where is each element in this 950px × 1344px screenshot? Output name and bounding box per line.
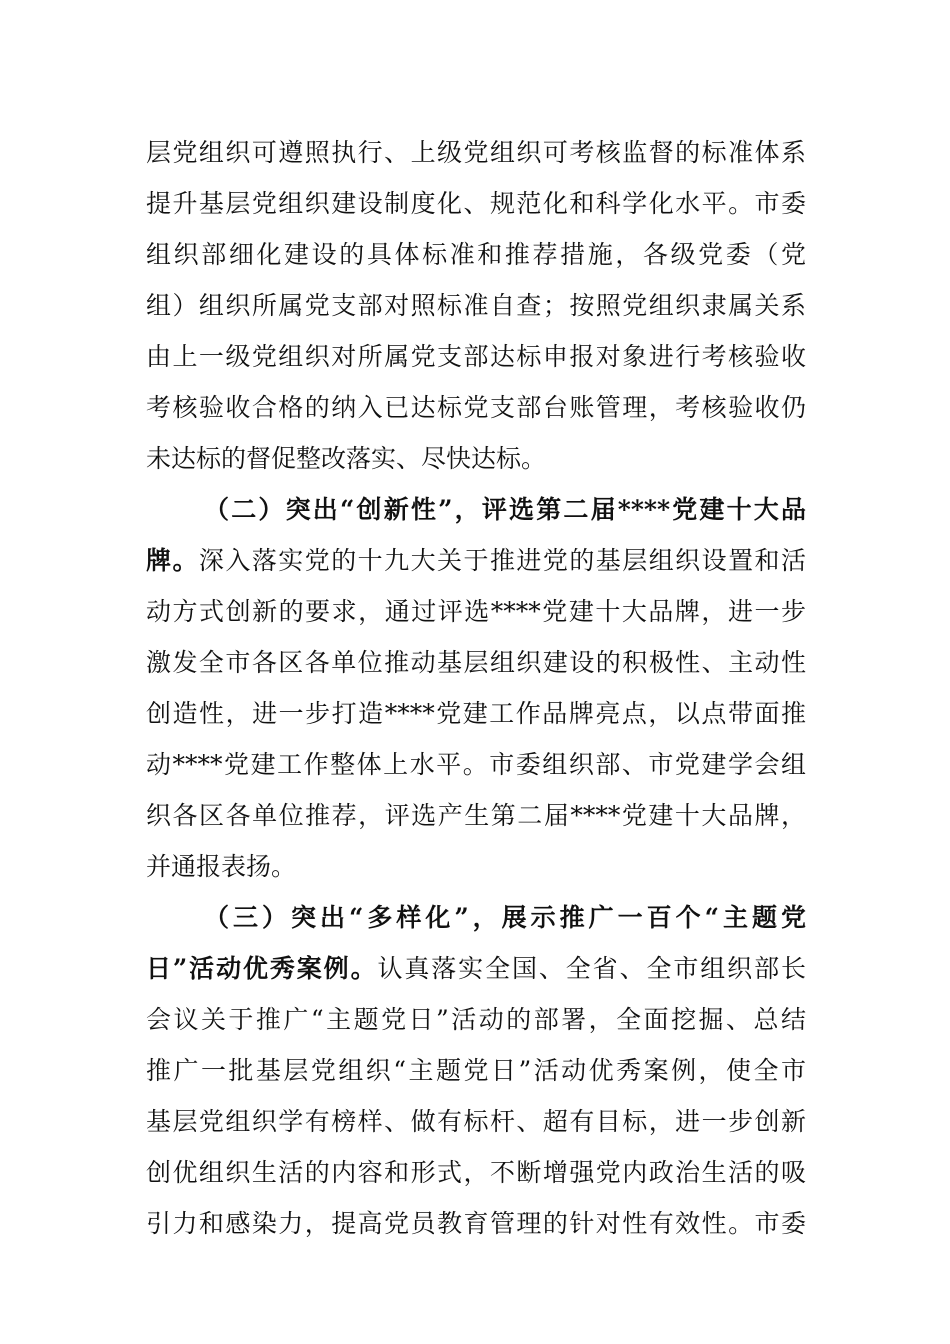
text-line-3: 组织部细化建设的具体标准和推荐措施，各级党委（党 <box>146 240 806 269</box>
section-heading-3: （三）突出“多样化”，展示推广一百个“主题党 <box>204 903 806 932</box>
text-line-4: 组）组织所属党支部对照标准自查；按照党组织隶属关系 <box>146 291 806 320</box>
document-body <box>146 127 806 1249</box>
text-line-18: 会议关于推广“主题党日”活动的部署，全面挖掘、总结 <box>146 1005 806 1034</box>
text-line-19: 推广一批基层党组织“主题党日”活动优秀案例，使全市 <box>146 1056 806 1085</box>
text-line-1: 层党组织可遵照执行、上级党组织可考核监督的标准体系 <box>146 138 806 167</box>
text-line-17: 日”活动优秀案例。认真落实全国、全省、全市组织部长 <box>146 954 806 983</box>
text-line-14: 织各区各单位推荐，评选产生第二届****党建十大品牌， <box>146 801 806 830</box>
section-heading-2: （二）突出“创新性”，评选第二届****党建十大品 <box>204 495 806 524</box>
text-line-5: 由上一级党组织对所属党支部达标申报对象进行考核验收 <box>146 342 806 371</box>
text-line-2: 提升基层党组织建设制度化、规范化和科学化水平。市委 <box>146 189 806 218</box>
text-line-11: 激发全市各区各单位推动基层组织建设的积极性、主动性 <box>146 648 806 677</box>
text-line-22: 引力和感染力，提高党员教育管理的针对性有效性。市委 <box>146 1209 806 1238</box>
text-line-10: 动方式创新的要求，通过评选****党建十大品牌，进一步 <box>146 597 806 626</box>
text-line-20: 基层党组织学有榜样、做有标杆、超有目标，进一步创新 <box>146 1107 806 1136</box>
text-line-21: 创优组织生活的内容和形式，不断增强党内政治生活的吸 <box>146 1158 806 1187</box>
text-line-7: 未达标的督促整改落实、尽快达标。 <box>146 444 547 473</box>
text-line-6: 考核验收合格的纳入已达标党支部台账管理，考核验收仍 <box>146 393 806 422</box>
text-line-13: 动****党建工作整体上水平。市委组织部、市党建学会组 <box>146 750 806 779</box>
text-line-12: 创造性，进一步打造****党建工作品牌亮点，以点带面推 <box>146 699 806 728</box>
text-line-15: 并通报表扬。 <box>146 852 297 881</box>
text-line-9: 牌。深入落实党的十九大关于推进党的基层组织设置和活 <box>146 546 806 575</box>
